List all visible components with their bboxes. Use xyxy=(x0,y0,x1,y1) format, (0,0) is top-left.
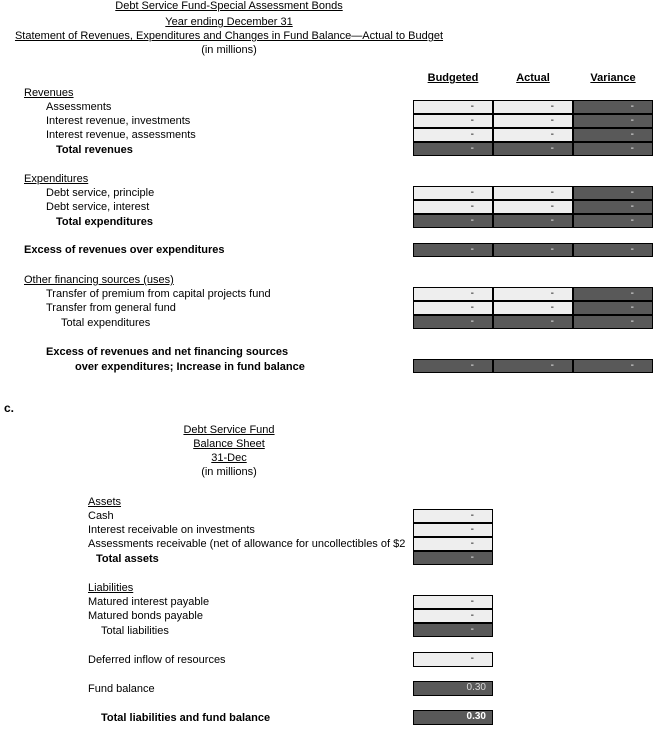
budgeted-interest-investments-cell[interactable]: - xyxy=(413,114,493,128)
matured-bonds-cell[interactable]: - xyxy=(413,609,493,623)
variance-ofs-total-cell[interactable]: - xyxy=(573,315,653,329)
row-label-debt-interest: Debt service, interest xyxy=(46,201,150,213)
row-label-interest-assessments: Interest revenue, assessments xyxy=(46,129,196,141)
actual-interest-assessments-cell[interactable]: - xyxy=(493,128,573,142)
row-label-fund-balance: Fund balance xyxy=(88,683,155,695)
row-label-transfer-premium: Transfer of premium from capital projects fund xyxy=(46,288,271,300)
variance-interest-assessments-cell[interactable]: - xyxy=(573,128,653,142)
budgeted-excess-cell[interactable]: - xyxy=(413,243,493,257)
variance-assessments-cell[interactable]: - xyxy=(573,100,653,114)
actual-debt-principle-cell[interactable]: - xyxy=(493,186,573,200)
row-label-transfer-general: Transfer from general fund xyxy=(46,302,176,314)
row-label-total-liabilities: Total liabilities xyxy=(101,625,169,637)
actual-interest-investments-cell[interactable]: - xyxy=(493,114,573,128)
budgeted-debt-interest-cell[interactable]: - xyxy=(413,200,493,214)
budgeted-interest-assessments-cell[interactable]: - xyxy=(413,128,493,142)
interest-receivable-cell[interactable]: - xyxy=(413,523,493,537)
statement-subtitle: Statement of Revenues, Expenditures and Changes in Fund Balance—Actual to Budget xyxy=(14,30,444,42)
statement-period: Year ending December 31 xyxy=(165,16,293,28)
other-financing-heading: Other financing sources (uses) xyxy=(24,274,174,286)
actual-excess-cell[interactable]: - xyxy=(493,243,573,257)
budgeted-assessments-cell[interactable]: - xyxy=(413,100,493,114)
row-label-assessments: Assessments xyxy=(46,101,112,113)
column-header-actual: Actual xyxy=(516,72,550,84)
actual-total-revenues-cell[interactable]: - xyxy=(493,142,573,156)
variance-debt-principle-cell[interactable]: - xyxy=(573,186,653,200)
row-label-total-revenues: Total revenues xyxy=(56,144,133,156)
total-liabilities-cell[interactable]: - xyxy=(413,623,493,637)
budgeted-total-revenues-cell[interactable]: - xyxy=(413,142,493,156)
expenditures-heading: Expenditures xyxy=(24,173,89,185)
matured-interest-cell[interactable]: - xyxy=(413,595,493,609)
row-label-excess-net-2: over expenditures; Increase in fund balance xyxy=(75,361,305,373)
row-label-matured-interest: Matured interest payable xyxy=(88,596,210,608)
statement-title: Debt Service Fund-Special Assessment Bonds xyxy=(115,0,343,12)
budgeted-increase-fund-balance-cell[interactable]: - xyxy=(413,359,493,373)
balance-sheet-date: 31-Dec xyxy=(211,452,247,464)
column-header-variance: Variance xyxy=(590,72,636,84)
budgeted-total-expenditures-cell[interactable]: - xyxy=(413,214,493,228)
budgeted-transfer-general-cell[interactable]: - xyxy=(413,301,493,315)
row-label-debt-principle: Debt service, principle xyxy=(46,187,155,199)
row-label-deferred-inflow: Deferred inflow of resources xyxy=(88,654,226,666)
section-c-label: c. xyxy=(4,401,15,415)
actual-increase-fund-balance-cell[interactable]: - xyxy=(493,359,573,373)
row-label-interest-receivable: Interest receivable on investments xyxy=(88,524,255,536)
liabilities-heading: Liabilities xyxy=(88,582,134,594)
actual-total-expenditures-cell[interactable]: - xyxy=(493,214,573,228)
budgeted-ofs-total-cell[interactable]: - xyxy=(413,315,493,329)
row-label-total-expenditures: Total expenditures xyxy=(56,216,153,228)
variance-debt-interest-cell[interactable]: - xyxy=(573,200,653,214)
row-label-assessments-receivable: Assessments receivable (net of allowance for uncollectibles of $2 xyxy=(88,538,406,550)
budgeted-debt-principle-cell[interactable]: - xyxy=(413,186,493,200)
variance-increase-fund-balance-cell[interactable]: - xyxy=(573,359,653,373)
variance-total-revenues-cell[interactable]: - xyxy=(573,142,653,156)
variance-transfer-premium-cell[interactable]: - xyxy=(573,287,653,301)
variance-total-expenditures-cell[interactable]: - xyxy=(573,214,653,228)
actual-ofs-total-cell[interactable]: - xyxy=(493,315,573,329)
budgeted-transfer-premium-cell[interactable]: - xyxy=(413,287,493,301)
variance-interest-investments-cell[interactable]: - xyxy=(573,114,653,128)
total-liab-fund-cell[interactable]: 0.30 xyxy=(413,710,493,725)
row-label-total-liab-fund: Total liabilities and fund balance xyxy=(101,712,271,724)
actual-assessments-cell[interactable]: - xyxy=(493,100,573,114)
actual-debt-interest-cell[interactable]: - xyxy=(493,200,573,214)
row-label-matured-bonds: Matured bonds payable xyxy=(88,610,203,622)
actual-transfer-premium-cell[interactable]: - xyxy=(493,287,573,301)
balance-sheet-fund-title: Debt Service Fund xyxy=(183,424,275,436)
cash-cell[interactable]: - xyxy=(413,509,493,523)
total-assets-cell[interactable]: - xyxy=(413,551,493,565)
row-label-excess: Excess of revenues over expenditures xyxy=(24,244,225,256)
row-label-excess-net-1: Excess of revenues and net financing sources xyxy=(46,346,289,358)
row-label-interest-investments: Interest revenue, investments xyxy=(46,115,191,127)
row-label-total-assets: Total assets xyxy=(96,553,159,565)
fund-balance-cell[interactable]: 0.30 xyxy=(413,681,493,696)
variance-excess-cell[interactable]: - xyxy=(573,243,653,257)
column-header-budgeted: Budgeted xyxy=(427,72,479,84)
revenues-heading: Revenues xyxy=(24,87,74,99)
row-label-ofs-total: Total expenditures xyxy=(61,317,151,329)
assets-heading: Assets xyxy=(88,496,122,508)
statement-units: (in millions) xyxy=(201,44,257,56)
balance-sheet-title: Balance Sheet xyxy=(193,438,265,450)
variance-transfer-general-cell[interactable]: - xyxy=(573,301,653,315)
balance-sheet-units: (in millions) xyxy=(201,466,257,478)
assessments-receivable-cell[interactable]: - xyxy=(413,537,493,551)
deferred-inflow-cell[interactable]: - xyxy=(413,652,493,667)
row-label-cash: Cash xyxy=(88,510,114,522)
actual-transfer-general-cell[interactable]: - xyxy=(493,301,573,315)
